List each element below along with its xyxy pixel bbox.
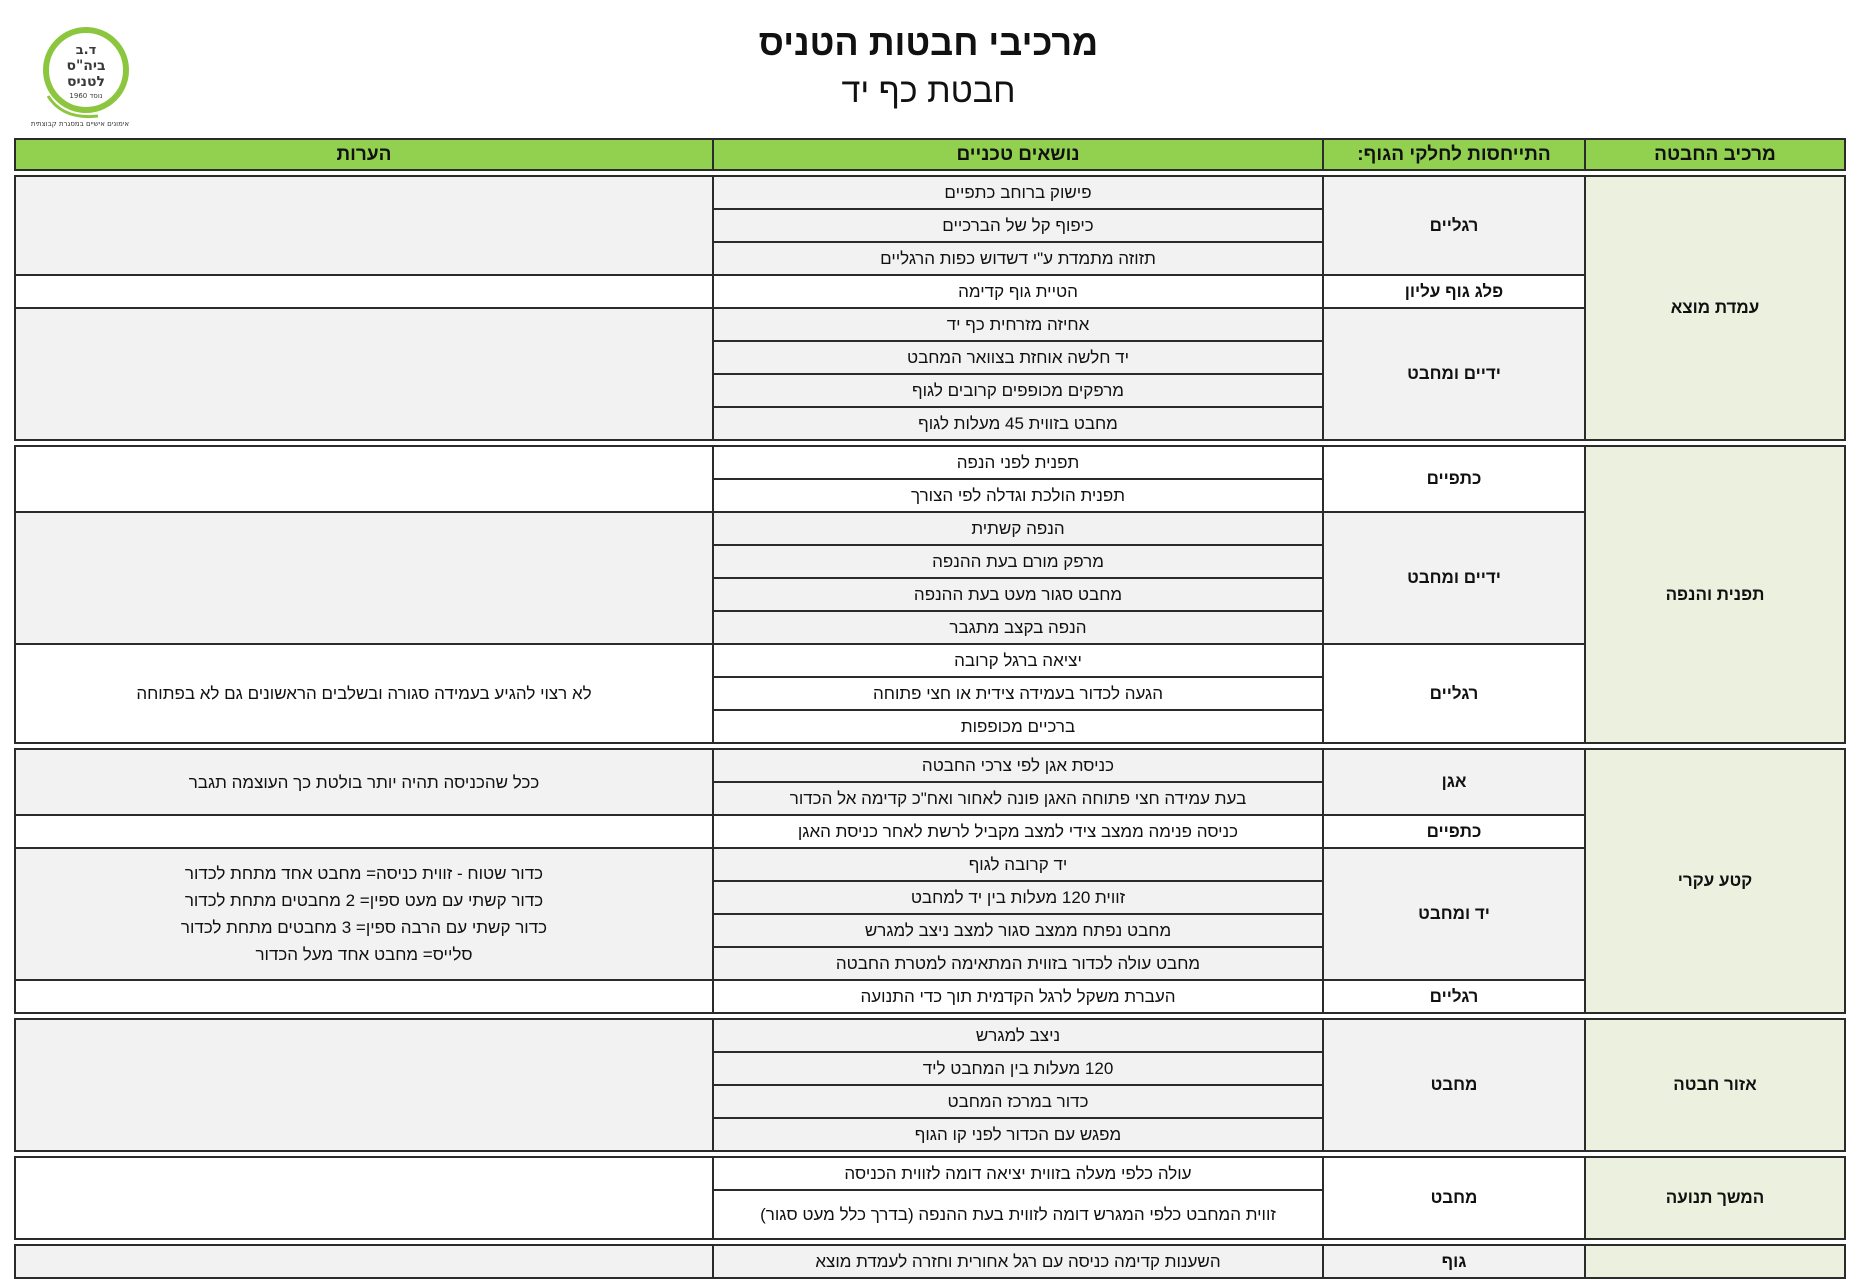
topic-cell: הנפה בקצב מתגבר xyxy=(713,611,1323,644)
component-cell: תפנית והנפה xyxy=(1585,446,1845,743)
body-part-cell: יד ומחבט xyxy=(1323,848,1585,980)
notes-cell xyxy=(15,815,713,848)
topic-cell: הגעה לכדור בעמידה צידית או חצי פתוחה xyxy=(713,677,1323,710)
topic-cell: יד קרובה לגוף xyxy=(713,848,1323,881)
body-part-cell: כתפיים xyxy=(1323,815,1585,848)
topic-cell: מחבט עולה לכדור בזווית המתאימה למטרת החבטה xyxy=(713,947,1323,980)
body-part-cell: כתפיים xyxy=(1323,446,1585,512)
notes-cell xyxy=(15,1157,713,1239)
table-row xyxy=(15,815,1845,848)
notes-cell xyxy=(15,848,713,980)
component-cell: קטע עקרי xyxy=(1585,749,1845,1013)
table-row xyxy=(15,644,1845,677)
topic-cell: מחבט בזווית 45 מעלות לגוף xyxy=(713,407,1323,440)
notes-cell: לא רצוי להגיע בעמידה סגורה ובשלבים הראשונים גם לא בפתוחה xyxy=(15,644,713,743)
topic-cell: ברכיים מכופפות xyxy=(713,710,1323,743)
topic-cell: תפנית הולכת וגדלה לפי הצורך xyxy=(713,479,1323,512)
notes-cell xyxy=(15,1245,713,1278)
component-cell: אזור חבטה xyxy=(1585,1019,1845,1151)
body-part-cell: ידיים ומחבט xyxy=(1323,512,1585,644)
table-header-row xyxy=(15,139,1845,170)
component-cell: המשך תנועה xyxy=(1585,1157,1845,1239)
notes-cell xyxy=(15,176,713,275)
body-part-cell: פלג גוף עליון xyxy=(1323,275,1585,308)
component-cell xyxy=(1585,1245,1845,1278)
topic-cell: יציאה ברגל קרובה xyxy=(713,644,1323,677)
topic-cell: תזוזה מתמדת ע"י דשדוש כפות הרגליים xyxy=(713,242,1323,275)
topic-cell: מחבט סגור מעט בעת ההנפה xyxy=(713,578,1323,611)
topic-cell: הטיית גוף קדימה xyxy=(713,275,1323,308)
note-line: כדור שטוח - זווית כניסה= מחבט אחד מתחת לכדור xyxy=(184,864,544,883)
logo-graphic xyxy=(28,24,138,130)
table-row xyxy=(15,512,1845,545)
body-part-cell: ידיים ומחבט xyxy=(1323,308,1585,440)
topic-cell: כיפוף קל של הברכיים xyxy=(713,209,1323,242)
col-header-topics: נושאים טכניים xyxy=(713,139,1323,170)
logo-line-2: ביה"ס xyxy=(66,58,106,74)
notes-cell xyxy=(15,1019,713,1151)
table-row xyxy=(15,1157,1845,1190)
topic-cell: יד חלשה אוחזת בצוואר המחבט xyxy=(713,341,1323,374)
note-line: כדור קשתי עם מעט ספין= 2 מחבטים מתחת לכדור xyxy=(184,891,544,910)
table-row xyxy=(15,308,1845,341)
topic-cell: זווית המחבט כלפי המגרש דומה לזווית בעת ההנפה (בדרך כלל מעט סגור) xyxy=(713,1190,1323,1239)
topic-cell: העברת משקל לרגל הקדמית תוך כדי התנועה xyxy=(713,980,1323,1013)
col-header-notes: הערות xyxy=(15,139,713,170)
body-part-cell: רגליים xyxy=(1323,176,1585,275)
body-part-cell: מחבט xyxy=(1323,1019,1585,1151)
topic-cell: בעת עמידה חצי פתוחה האגן פונה לאחור ואח"כ קדימה אל הכדור xyxy=(713,782,1323,815)
notes-cell xyxy=(15,275,713,308)
col-header-component: מרכיב החבטה xyxy=(1585,139,1845,170)
topic-cell: עולה כלפי מעלה בזווית יציאה דומה לזווית הכניסה xyxy=(713,1157,1323,1190)
body-part-cell: מחבט xyxy=(1323,1157,1585,1239)
logo-ring-text: אימונים אישיים במסגרת קבוצתית xyxy=(30,120,130,128)
school-logo xyxy=(28,24,138,130)
topic-cell: הנפה קשתית xyxy=(713,512,1323,545)
table-row xyxy=(15,275,1845,308)
body-part-cell: רגליים xyxy=(1323,644,1585,743)
page-header xyxy=(0,0,1857,130)
table-row xyxy=(15,749,1845,782)
page-subtitle: חבטת כף יד xyxy=(841,72,1016,110)
table-row xyxy=(15,848,1845,881)
table-row xyxy=(15,1019,1845,1052)
topic-cell: מפגש עם הכדור לפני קו הגוף xyxy=(713,1118,1323,1151)
topic-cell: מרפק מורם בעת ההנפה xyxy=(713,545,1323,578)
note-line: סלייס= מחבט אחד מעל הכדור xyxy=(255,945,473,964)
logo-year: נוסד 1960 xyxy=(69,92,103,100)
body-part-cell: גוף xyxy=(1323,1245,1585,1278)
topic-cell: 120 מעלות בין המחבט ליד xyxy=(713,1052,1323,1085)
logo-line-1: ד.ב xyxy=(75,43,97,58)
logo-line-3: לטניס xyxy=(67,74,105,90)
topic-cell: כדור במרכז המחבט xyxy=(713,1085,1323,1118)
topic-cell: תפנית לפני הנפה xyxy=(713,446,1323,479)
notes-cell xyxy=(15,512,713,644)
component-cell: עמדת מוצא xyxy=(1585,176,1845,440)
body-part-cell: רגליים xyxy=(1323,980,1585,1013)
topic-cell: מחבט נפתח ממצב סגור למצב ניצב למגרש xyxy=(713,914,1323,947)
table-row xyxy=(15,980,1845,1013)
topic-cell: השענות קדימה כניסה עם רגל אחורית וחזרה לעמדת מוצא xyxy=(713,1245,1323,1278)
topic-cell: זווית 120 מעלות בין יד למחבט xyxy=(713,881,1323,914)
table-row xyxy=(15,446,1845,479)
topic-cell: אחיזה מזרחית כף יד xyxy=(713,308,1323,341)
topic-cell: כניסה פנימה ממצב צידי למצב מקביל לרשת לאחר כניסת האגן xyxy=(713,815,1323,848)
note-line: כדור קשתי עם הרבה ספין= 3 מחבטים מתחת לכדור xyxy=(180,918,548,937)
table-row xyxy=(15,1245,1845,1278)
notes-cell xyxy=(15,980,713,1013)
topic-cell: מרפקים מכופפים קרובים לגוף xyxy=(713,374,1323,407)
topic-cell: ניצב למגרש xyxy=(713,1019,1323,1052)
notes-cell xyxy=(15,446,713,512)
table-row xyxy=(15,176,1845,209)
topic-cell: פישוק ברוחב כתפיים xyxy=(713,176,1323,209)
notes-cell xyxy=(15,308,713,440)
col-header-body: התייחסות לחלקי הגוף: xyxy=(1323,139,1585,170)
notes-cell: ככל שהכניסה תהיה יותר בולטת כך העוצמה תגבר xyxy=(15,749,713,815)
page-title: מרכיבי חבטות הטניס xyxy=(758,22,1099,63)
body-part-cell: אגן xyxy=(1323,749,1585,815)
topic-cell: כניסת אגן לפי צרכי החבטה xyxy=(713,749,1323,782)
strokes-table xyxy=(14,138,1846,1279)
